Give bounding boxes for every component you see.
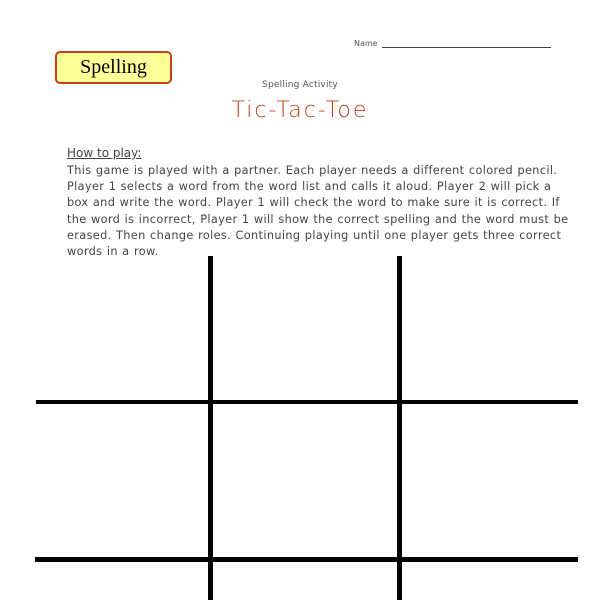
board-cell-3[interactable] bbox=[402, 256, 578, 400]
instruction-line: This game is played with a partner. Each player needs a different colored pencil. bbox=[67, 164, 558, 177]
instruction-line: Player 1 selects a word from the word list and calls it aloud. Player 2 will pick a bbox=[67, 180, 552, 194]
board-cell-5[interactable] bbox=[213, 404, 397, 557]
how-to-play-heading: How to play: bbox=[67, 146, 142, 160]
board-cell-6[interactable] bbox=[402, 404, 578, 557]
board-cell-9[interactable] bbox=[402, 562, 578, 600]
board-cell-8[interactable] bbox=[213, 562, 397, 600]
grid-horizontal-line-top bbox=[36, 400, 578, 404]
spelling-badge: Spelling bbox=[55, 51, 172, 84]
instruction-line: box and write the word. Player 1 will check the word to make sure it is correct. If bbox=[67, 196, 560, 210]
page-subtitle: Spelling Activity bbox=[262, 80, 338, 90]
board-cell-2[interactable] bbox=[213, 256, 397, 400]
name-input-line[interactable] bbox=[382, 47, 551, 48]
instruction-line: erased. Then change roles. Continuing playing until one player gets three correct bbox=[67, 228, 562, 242]
grid-vertical-line-left bbox=[208, 256, 213, 600]
name-label: Name bbox=[354, 39, 378, 48]
board-cell-1[interactable] bbox=[36, 256, 208, 400]
name-field-row bbox=[354, 39, 551, 49]
instruction-line: words in a row. bbox=[67, 245, 159, 259]
instruction-line: the word is incorrect, Player 1 will show the correct spelling and the word must be bbox=[67, 212, 569, 226]
instructions-paragraph bbox=[67, 163, 569, 260]
board-cell-7[interactable] bbox=[36, 562, 208, 600]
grid-horizontal-line-bottom bbox=[35, 557, 578, 562]
board-cell-4[interactable] bbox=[36, 404, 208, 557]
page-title: Tic-Tac-Toe bbox=[231, 98, 369, 123]
grid-vertical-line-right bbox=[397, 256, 402, 600]
